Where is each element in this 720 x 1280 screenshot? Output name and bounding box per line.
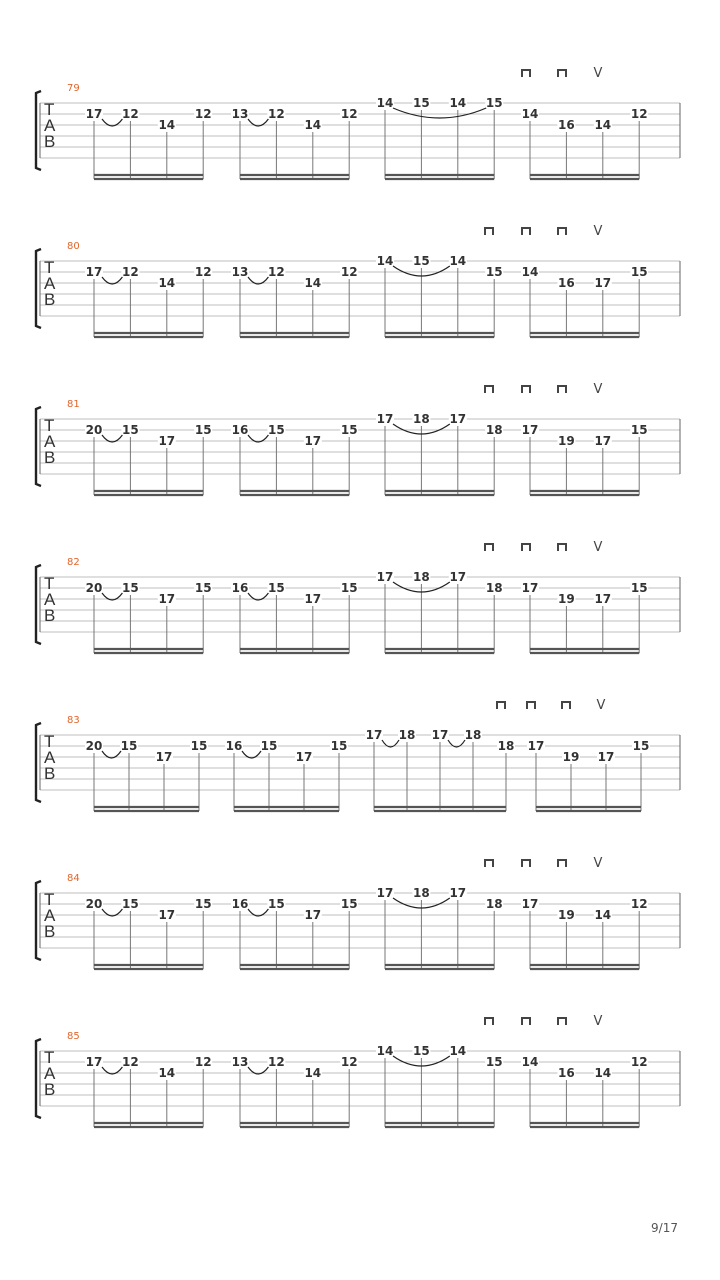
fret-number: 15 [485, 96, 503, 110]
fret-number: 18 [485, 897, 503, 911]
fret-number: 12 [268, 265, 285, 279]
fret-number: 14 [376, 1044, 394, 1058]
downstroke-icon [558, 1018, 566, 1025]
downstroke-icon [558, 70, 566, 77]
downstroke-icon [558, 544, 566, 551]
fret-number: 15 [122, 897, 139, 911]
fret-number: 15 [122, 423, 139, 437]
fret-number: 12 [268, 107, 285, 121]
upstroke-icon: V [593, 540, 603, 555]
fret-number: 17 [594, 434, 612, 448]
fret-number: 18 [413, 570, 430, 584]
fret-number: 17 [594, 276, 612, 290]
fret-number: 15 [340, 897, 358, 911]
fret-number: 19 [558, 434, 575, 448]
fret-number: 12 [630, 107, 648, 121]
fret-number: 18 [413, 886, 430, 900]
fret-number: 17 [376, 570, 394, 584]
fret-number: 13 [231, 1055, 249, 1069]
beat-group [527, 739, 650, 811]
beat-group [365, 728, 515, 811]
fret-number: 17 [304, 434, 322, 448]
fret-number: 14 [449, 96, 467, 110]
upstroke-icon: V [593, 856, 603, 871]
downstroke-icon [522, 228, 530, 235]
fret-number: 15 [330, 739, 348, 753]
fret-number: 14 [521, 265, 539, 279]
tab-b-label: B [44, 922, 56, 941]
fret-number: 14 [304, 1066, 322, 1080]
fret-number: 16 [231, 423, 249, 437]
fret-number: 12 [630, 1055, 648, 1069]
fret-number: 17 [304, 592, 322, 606]
fret-number: 18 [497, 739, 515, 753]
tab-a-label: A [44, 906, 56, 925]
downstroke-icon [558, 860, 566, 867]
fret-number: 17 [158, 434, 176, 448]
beat-group [85, 265, 212, 337]
downstroke-icon [497, 702, 505, 709]
fret-number: 17 [158, 908, 176, 922]
fret-number: 19 [562, 750, 580, 764]
fret-number: 17 [158, 592, 176, 606]
beat-group [231, 581, 358, 653]
fret-number: 14 [304, 118, 322, 132]
upstroke-icon: V [593, 224, 603, 239]
fret-number: 18 [413, 412, 430, 426]
upstroke-icon: V [593, 1014, 603, 1029]
fret-number: 14 [521, 107, 539, 121]
beat-group [521, 581, 648, 653]
beat-group [231, 423, 358, 495]
fret-number: 16 [231, 897, 249, 911]
tab-a-label: A [44, 432, 56, 451]
beat-group [85, 581, 212, 653]
fret-number: 17 [431, 728, 449, 742]
fret-number: 14 [449, 254, 467, 268]
fret-number: 15 [190, 739, 208, 753]
fret-number: 15 [413, 1044, 430, 1058]
beat-group [521, 265, 648, 337]
fret-number: 15 [632, 739, 650, 753]
fret-number: 12 [268, 1055, 285, 1069]
beat-group [225, 739, 348, 811]
fret-number: 18 [398, 728, 416, 742]
beat-group [85, 107, 212, 179]
fret-number: 16 [558, 1066, 575, 1080]
upstroke-icon: V [596, 698, 606, 713]
fret-number: 14 [594, 1066, 612, 1080]
tab-t-label: T [44, 1048, 55, 1067]
downstroke-icon [562, 702, 570, 709]
fret-number: 12 [630, 897, 648, 911]
measure-number: 84 [67, 873, 80, 884]
fret-number: 17 [85, 265, 103, 279]
fret-number: 15 [630, 581, 648, 595]
fret-number: 16 [558, 118, 575, 132]
fret-number: 15 [260, 739, 278, 753]
fret-number: 16 [231, 581, 249, 595]
downstroke-icon [522, 70, 530, 77]
downstroke-icon [485, 544, 493, 551]
fret-number: 17 [521, 581, 539, 595]
fret-number: 15 [120, 739, 138, 753]
beat-group [231, 265, 358, 337]
fret-number: 17 [376, 412, 394, 426]
fret-number: 20 [85, 739, 103, 753]
tab-a-label: A [44, 274, 56, 293]
fret-number: 12 [194, 107, 212, 121]
tab-a-label: A [44, 590, 56, 609]
fret-number: 13 [231, 265, 249, 279]
fret-number: 17 [597, 750, 615, 764]
beat-group [231, 897, 358, 969]
fret-number: 14 [376, 254, 394, 268]
fret-number: 12 [340, 265, 358, 279]
fret-number: 12 [340, 107, 358, 121]
fret-number: 19 [558, 908, 575, 922]
fret-number: 17 [365, 728, 383, 742]
tab-b-label: B [44, 764, 56, 783]
measure-number: 80 [67, 241, 80, 252]
downstroke-icon [558, 386, 566, 393]
fret-number: 14 [521, 1055, 539, 1069]
beat-group [376, 254, 503, 337]
fret-number: 15 [268, 423, 285, 437]
fret-number: 14 [304, 276, 322, 290]
fret-number: 15 [413, 96, 430, 110]
fret-number: 12 [194, 265, 212, 279]
beat-group [521, 897, 648, 969]
fret-number: 12 [122, 265, 139, 279]
page-number: 9/17 [651, 1221, 678, 1235]
tab-t-label: T [44, 890, 55, 909]
beat-group [231, 1055, 358, 1127]
beat-group [521, 423, 648, 495]
fret-number: 19 [558, 592, 575, 606]
fret-number: 15 [122, 581, 139, 595]
fret-number: 18 [485, 423, 503, 437]
fret-number: 20 [85, 897, 103, 911]
downstroke-icon [485, 1018, 493, 1025]
beat-group [85, 423, 212, 495]
tab-a-label: A [44, 1064, 56, 1083]
fret-number: 14 [376, 96, 394, 110]
fret-number: 14 [158, 118, 176, 132]
downstroke-icon [522, 1018, 530, 1025]
fret-number: 12 [340, 1055, 358, 1069]
fret-number: 17 [155, 750, 173, 764]
fret-number: 15 [630, 423, 648, 437]
beat-group [376, 886, 503, 969]
downstroke-icon [522, 544, 530, 551]
fret-number: 17 [85, 107, 103, 121]
fret-number: 17 [304, 908, 322, 922]
downstroke-icon [485, 228, 493, 235]
fret-number: 13 [231, 107, 249, 121]
tab-t-label: T [44, 732, 55, 751]
fret-number: 15 [194, 581, 212, 595]
measure-number: 81 [67, 399, 80, 410]
beat-group [376, 412, 503, 495]
beat-group [521, 107, 648, 179]
fret-number: 14 [594, 118, 612, 132]
fret-number: 15 [268, 897, 285, 911]
downstroke-icon [527, 702, 535, 709]
tab-b-label: B [44, 606, 56, 625]
fret-number: 17 [449, 570, 467, 584]
tab-a-label: A [44, 748, 56, 767]
fret-number: 17 [527, 739, 545, 753]
fret-number: 17 [521, 423, 539, 437]
beat-group [231, 107, 358, 179]
tab-t-label: T [44, 258, 55, 277]
tab-a-label: A [44, 116, 56, 135]
tab-t-label: T [44, 416, 55, 435]
beat-group [85, 739, 208, 811]
fret-number: 15 [485, 265, 503, 279]
fret-number: 14 [158, 1066, 176, 1080]
measure-number: 82 [67, 557, 80, 568]
system-82 [36, 540, 680, 653]
system-85 [36, 1014, 680, 1127]
downstroke-icon [485, 860, 493, 867]
measure-number: 83 [67, 715, 80, 726]
tab-b-label: B [44, 290, 56, 309]
fret-number: 17 [449, 886, 467, 900]
tab-t-label: T [44, 100, 55, 119]
measure-number: 85 [67, 1031, 80, 1042]
downstroke-icon [485, 386, 493, 393]
tab-b-label: B [44, 448, 56, 467]
fret-number: 17 [449, 412, 467, 426]
beat-group [376, 1044, 503, 1127]
tab-t-label: T [44, 574, 55, 593]
fret-number: 15 [413, 254, 430, 268]
measure-number: 79 [67, 83, 80, 94]
downstroke-icon [558, 228, 566, 235]
system-79 [36, 66, 680, 179]
fret-number: 14 [594, 908, 612, 922]
fret-number: 15 [340, 423, 358, 437]
fret-number: 12 [122, 1055, 139, 1069]
fret-number: 12 [122, 107, 139, 121]
fret-number: 18 [464, 728, 482, 742]
beat-group [376, 570, 503, 653]
fret-number: 20 [85, 581, 103, 595]
fret-number: 17 [376, 886, 394, 900]
fret-number: 12 [194, 1055, 212, 1069]
upstroke-icon: V [593, 66, 603, 81]
fret-number: 14 [158, 276, 176, 290]
system-80 [36, 224, 680, 337]
system-83 [36, 698, 680, 811]
fret-number: 15 [630, 265, 648, 279]
tab-b-label: B [44, 1080, 56, 1099]
system-84 [36, 856, 680, 969]
system-81 [36, 382, 680, 495]
fret-number: 15 [340, 581, 358, 595]
fret-number: 14 [449, 1044, 467, 1058]
fret-number: 17 [295, 750, 313, 764]
beat-group [376, 96, 503, 179]
fret-number: 17 [85, 1055, 103, 1069]
fret-number: 17 [521, 897, 539, 911]
fret-number: 20 [85, 423, 103, 437]
fret-number: 17 [594, 592, 612, 606]
fret-number: 15 [485, 1055, 503, 1069]
beat-group [521, 1055, 648, 1127]
fret-number: 16 [558, 276, 575, 290]
fret-number: 15 [194, 423, 212, 437]
downstroke-icon [522, 860, 530, 867]
fret-number: 16 [225, 739, 243, 753]
beat-group [85, 897, 212, 969]
tab-b-label: B [44, 132, 56, 151]
beat-group [85, 1055, 212, 1127]
fret-number: 18 [485, 581, 503, 595]
downstroke-icon [522, 386, 530, 393]
slur-arc [393, 108, 486, 118]
upstroke-icon: V [593, 382, 603, 397]
fret-number: 15 [268, 581, 285, 595]
fret-number: 15 [194, 897, 212, 911]
